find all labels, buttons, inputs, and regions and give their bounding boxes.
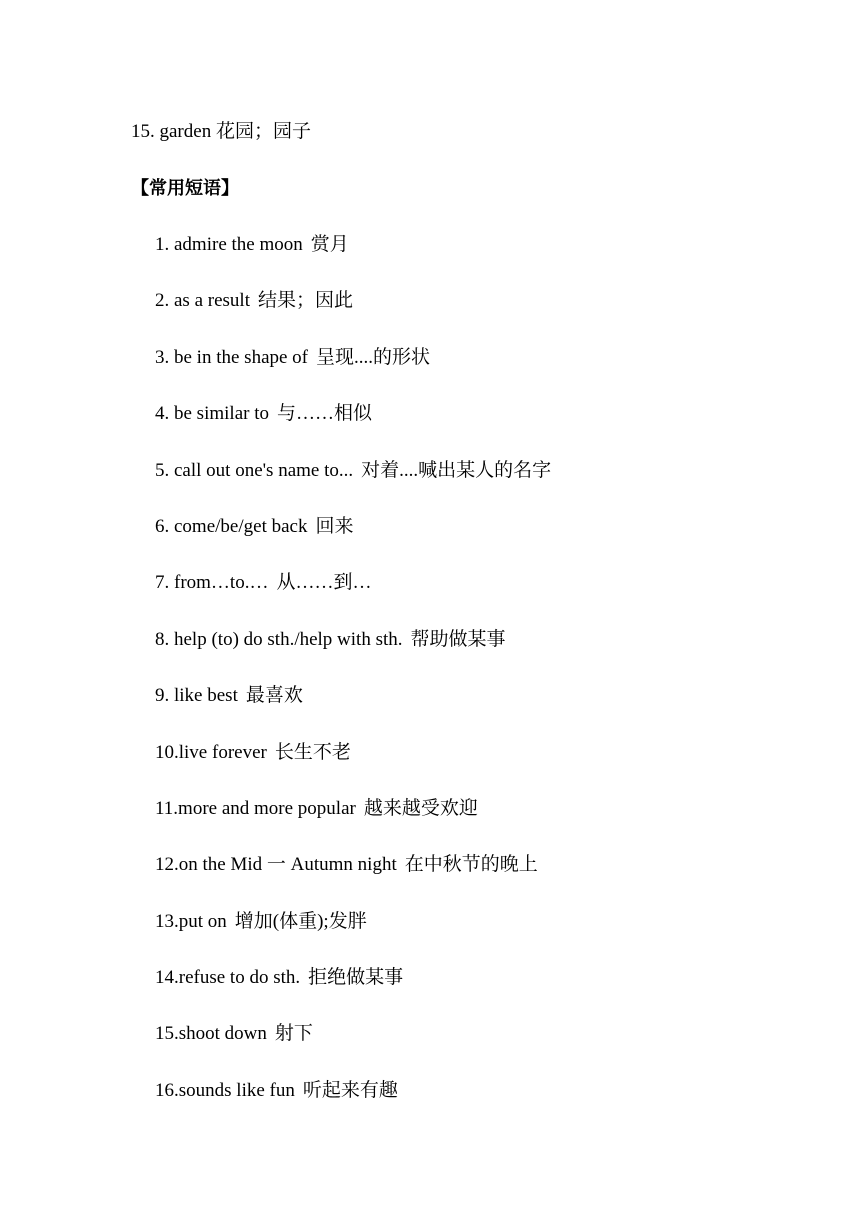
phrase-number: 14. [155, 967, 179, 989]
phrase-chinese: 从……到… [276, 572, 372, 594]
phrase-chinese: 越来越受欢迎 [363, 797, 478, 819]
phrase-item [155, 571, 551, 627]
phrase-number: 6. [155, 515, 170, 537]
phrase-english: more and more popular [178, 797, 356, 819]
phrase-chinese: 赏月 [310, 234, 349, 255]
phrase-chinese: 在中秋节的晚上 [404, 854, 538, 876]
phrase-item [155, 910, 551, 966]
phrase-english: come/be/get back [169, 515, 308, 537]
phrase-chinese: 结果；因此 [257, 290, 353, 312]
phrase-item [155, 233, 551, 289]
phrase-item [155, 853, 551, 909]
phrase-number: 15. [155, 1023, 179, 1045]
phrase-number: 3. [155, 346, 170, 368]
phrase-english: like best [169, 685, 238, 707]
phrase-chinese: 呈现....的形状 [316, 346, 431, 368]
phrase-number: 2. [155, 290, 170, 312]
phrase-chinese: 增加(体重);发胖 [234, 910, 367, 932]
phrase-english: refuse to do sth. [178, 967, 301, 989]
phrase-item [155, 289, 551, 345]
phrase-chinese: 最喜欢 [245, 685, 303, 707]
phrase-english: help (to) do sth./help with sth. [169, 628, 403, 650]
phrase-list [155, 233, 551, 1135]
phrase-chinese: 帮助做某事 [410, 628, 506, 650]
phrase-english: as a result [169, 290, 250, 312]
phrase-item [155, 966, 551, 1022]
phrase-english: live forever [178, 741, 267, 763]
phrase-chinese: 与……相似 [276, 403, 372, 425]
phrase-english: from…to.… [169, 572, 269, 594]
phrase-number: 13. [155, 910, 179, 932]
phrase-english: on the Mid 一 Autumn night [178, 854, 397, 876]
phrase-number: 11. [155, 797, 179, 819]
phrase-number: 8. [155, 628, 170, 650]
phrase-number: 10. [155, 741, 179, 763]
phrase-chinese: 射下 [274, 1023, 313, 1045]
phrase-english: be similar to [169, 403, 269, 425]
phrase-item [155, 1079, 551, 1135]
phrase-item [155, 402, 551, 458]
phrase-item [155, 797, 551, 853]
phrase-chinese: 长生不老 [274, 741, 351, 763]
section-heading: 【常用短语】 [131, 178, 239, 199]
phrase-item [155, 684, 551, 740]
phrase-number: 12. [155, 854, 179, 876]
phrase-item [155, 346, 551, 402]
phrase-item [155, 515, 551, 571]
phrase-chinese: 对着....喊出某人的名字 [361, 459, 552, 481]
phrase-number: 1. [155, 234, 170, 255]
phrase-number: 9. [155, 685, 170, 707]
phrase-english: admire the moon [169, 234, 303, 255]
phrase-number: 7. [155, 572, 170, 594]
phrase-english: be in the shape of [169, 346, 309, 368]
phrase-english: sounds like fun [178, 1079, 295, 1101]
phrase-english: call out one's name to... [169, 459, 354, 481]
vocab-item: 15. garden 花园；园子 [131, 121, 311, 142]
phrase-english: put on [178, 910, 227, 932]
phrase-number: 16. [155, 1079, 179, 1101]
phrase-chinese: 回来 [315, 515, 354, 537]
phrase-chinese: 拒绝做某事 [308, 967, 404, 989]
phrase-item [155, 459, 551, 515]
phrase-item [155, 1022, 551, 1078]
phrase-english: shoot down [178, 1023, 267, 1045]
phrase-number: 5. [155, 459, 170, 481]
phrase-chinese: 听起来有趣 [302, 1079, 398, 1101]
phrase-item [155, 628, 551, 684]
phrase-item [155, 741, 551, 797]
phrase-number: 4. [155, 403, 170, 425]
